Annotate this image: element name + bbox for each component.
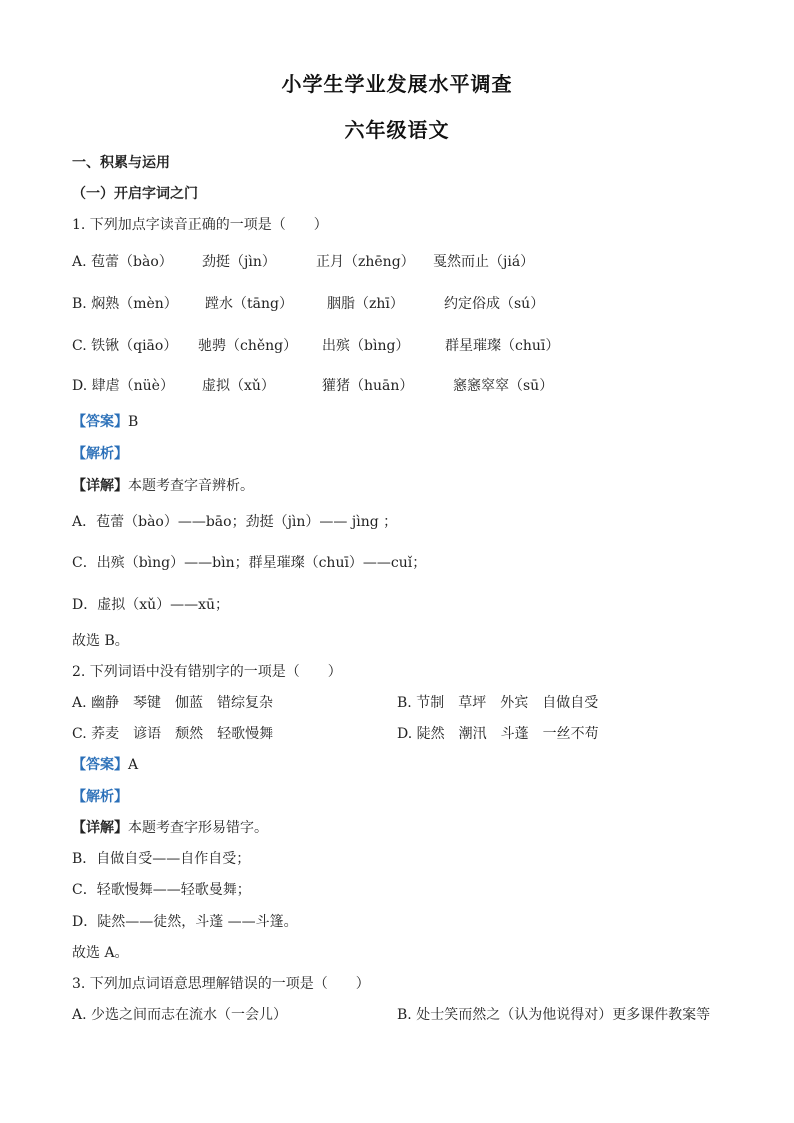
q1-option-c-3: 出殡（bìng） xyxy=(322,338,410,354)
q2-option-d: D. 陡然 潮汛 斗蓬 一丝不苟 xyxy=(397,726,599,742)
question-1-stem: 1. 下列加点字读音正确的一项是（ ） xyxy=(72,217,328,233)
detail-tag: 【详解】 xyxy=(72,820,128,836)
q1-option-c-2: 驰骋（chěng） xyxy=(198,338,298,354)
q1-option-b-4: 约定俗成（sú） xyxy=(444,296,545,312)
q1-option-b-1: B. 焖熟（mèn） xyxy=(72,296,178,312)
q1-option-d-4: 窸窸窣窣（sū） xyxy=(453,378,554,394)
subsection-heading: （一）开启字词之门 xyxy=(72,186,198,202)
q1-option-d-3: 獾猪（huān） xyxy=(322,378,414,394)
q1-analysis-tag: 【解析】 xyxy=(72,446,128,462)
document-title: 小学生学业发展水平调查 xyxy=(281,72,513,96)
answer-value: A xyxy=(128,757,139,773)
q1-conclusion: 故选 B。 xyxy=(72,633,129,649)
q1-explanation-c: C．出殡（bìng）——bìn；群星璀璨（chuī）——cuǐ； xyxy=(72,555,427,571)
q1-option-d-2: 虚拟（xǔ） xyxy=(202,378,275,394)
q2-explanation-c: C．轻歌慢舞——轻歌曼舞； xyxy=(72,882,251,898)
q1-option-d-1: D. 肆虐（nüè） xyxy=(72,378,174,394)
question-3-stem: 3. 下列加点词语意思理解错误的一项是（ ） xyxy=(72,976,370,992)
q1-option-c-1: C. 铁锹（qiāo） xyxy=(72,338,178,354)
q3-option-a: A. 少选之间而志在流水（一会儿） xyxy=(72,1007,288,1023)
q2-explanation-d: D．陡然——徒然，斗蓬 ——斗篷。 xyxy=(72,914,298,930)
answer-tag: 【答案】 xyxy=(72,757,128,773)
document-subtitle: 六年级语文 xyxy=(344,118,450,142)
q1-explanation-d: D．虚拟（xǔ）——xū； xyxy=(72,597,230,613)
q1-option-a-3: 正月（zhēng） xyxy=(316,254,415,270)
q2-analysis-tag: 【解析】 xyxy=(72,789,128,805)
q1-answer xyxy=(72,411,138,431)
answer-tag: 【答案】 xyxy=(72,414,128,430)
q1-option-b-2: 蹚水（tāng） xyxy=(205,296,293,312)
q1-detail: 【详解】本题考查字音辨析。 xyxy=(72,478,254,494)
answer-value: B xyxy=(128,414,139,430)
q2-option-c: C. 荞麦 谚语 颓然 轻歌慢舞 xyxy=(72,726,274,742)
q2-answer xyxy=(72,754,138,774)
q2-detail: 【详解】本题考查字形易错字。 xyxy=(72,820,268,836)
q2-conclusion: 故选 A。 xyxy=(72,945,129,961)
detail-tag: 【详解】 xyxy=(72,478,128,494)
q1-option-c-4: 群星璀璨（chuī） xyxy=(445,338,560,354)
q1-explanation-a: A．苞蕾（bào）——bāo；劲挺（jìn）—— jìng ； xyxy=(72,514,398,530)
q2-explanation-b: B．自做自受——自作自受； xyxy=(72,851,251,867)
q1-option-a-1: A. 苞蕾（bào） xyxy=(72,254,173,270)
q1-option-a-2: 劲挺（jìn） xyxy=(202,254,276,270)
section-heading: 一、积累与运用 xyxy=(72,155,170,171)
q3-option-b: B. 处士笑而然之（认为他说得对）更多课件教案等 xyxy=(397,1007,711,1023)
q2-option-b: B. 节制 草坪 外宾 自做自受 xyxy=(397,695,599,711)
q2-option-a: A. 幽静 琴键 伽蓝 错综复杂 xyxy=(72,695,274,711)
question-2-stem: 2. 下列词语中没有错别字的一项是（ ） xyxy=(72,664,342,680)
q1-option-a-4: 戛然而止（jiá） xyxy=(433,254,535,270)
q1-option-b-3: 胭脂（zhī） xyxy=(327,296,404,312)
